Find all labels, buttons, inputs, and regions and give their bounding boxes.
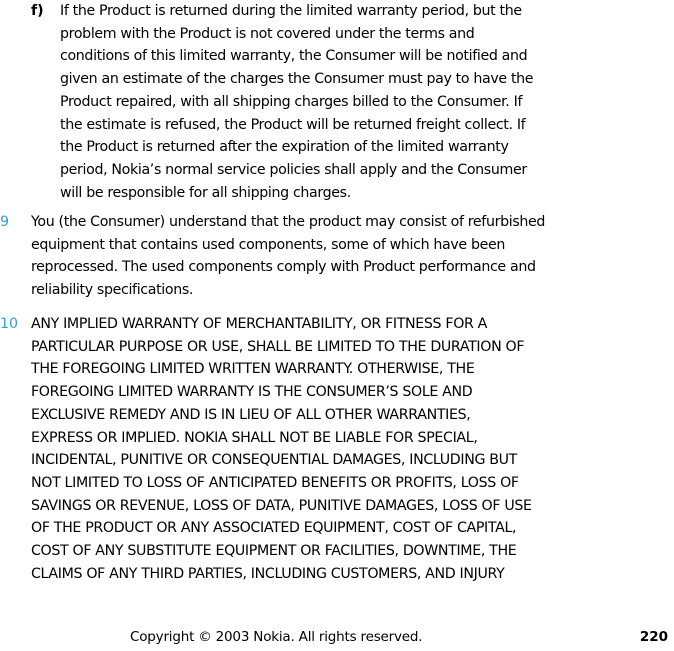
text-line: THE FOREGOING LIMITED WRITTEN WARRANTY. OTHERWISE, THE xyxy=(31,361,475,378)
text-line: conditions of this limited warranty, the Consumer will be notified and xyxy=(60,48,528,65)
clause-text xyxy=(31,211,545,302)
page-number: 220 xyxy=(639,629,668,645)
text-line: ANY IMPLIED WARRANTY OF MERCHANTABILITY, OR FITNESS FOR A xyxy=(31,316,488,332)
text-line: given an estimate of the charges the Consumer must pay to have the xyxy=(60,71,534,88)
text-line: the estimate is refused, the Product will be returned freight collect. If xyxy=(60,116,526,133)
text-line: EXPRESS OR IMPLIED. NOKIA SHALL NOT BE LIABLE FOR SPECIAL, xyxy=(31,429,478,446)
text-line: equipment that contains used components, some of which have been xyxy=(31,236,506,253)
clause-text xyxy=(31,313,532,585)
text-line: OF THE PRODUCT OR ANY ASSOCIATED EQUIPMENT, COST OF CAPITAL, xyxy=(31,520,517,537)
clause-marker: f) xyxy=(31,3,44,19)
text-line: reliability specifications. xyxy=(31,282,194,299)
text-line: period, Nokia’s normal service policies shall apply and the Consumer xyxy=(60,161,527,178)
text-line: If the Product is returned during the limited warranty period, but the xyxy=(60,3,522,19)
text-line: reprocessed. The used components comply with Product performance and xyxy=(31,259,536,276)
text-line: problem with the Product is not covered under the terms and xyxy=(60,25,475,42)
text-line: PARTICULAR PURPOSE OR USE, SHALL BE LIMITED TO THE DURATION OF xyxy=(31,338,525,355)
text-line: Product repaired, with all shipping charges billed to the Consumer. If xyxy=(60,93,523,110)
clause-number: 10 xyxy=(0,316,19,332)
text-line: EXCLUSIVE REMEDY AND IS IN LIEU OF ALL OTHER WARRANTIES, xyxy=(31,406,471,423)
text-line: FOREGOING LIMITED WARRANTY IS THE CONSUMER’S SOLE AND xyxy=(31,384,473,401)
page-footer xyxy=(0,626,674,648)
clause-number: 9 xyxy=(0,214,10,230)
text-line: NOT LIMITED TO LOSS OF ANTICIPATED BENEFITS OR PROFITS, LOSS OF xyxy=(31,474,519,491)
text-line: will be responsible for all shipping charges. xyxy=(60,184,351,201)
text-line: COST OF ANY SUBSTITUTE EQUIPMENT OR FACILITIES, DOWNTIME, THE xyxy=(31,543,517,560)
text-line: You (the Consumer) understand that the product may consist of refurbished xyxy=(31,214,546,230)
text-line: INCIDENTAL, PUNITIVE OR CONSEQUENTIAL DAMAGES, INCLUDING BUT xyxy=(31,452,517,469)
text-line: SAVINGS OR REVENUE, LOSS OF DATA, PUNITIVE DAMAGES, LOSS OF USE xyxy=(31,497,532,514)
text-line: the Product is returned after the expiration of the limited warranty xyxy=(60,139,509,156)
text-line: CLAIMS OF ANY THIRD PARTIES, INCLUDING CUSTOMERS, AND INJURY xyxy=(31,565,505,582)
copyright-notice: Copyright © 2003 Nokia. All rights reserved. xyxy=(130,629,423,645)
clause-text xyxy=(60,0,533,204)
